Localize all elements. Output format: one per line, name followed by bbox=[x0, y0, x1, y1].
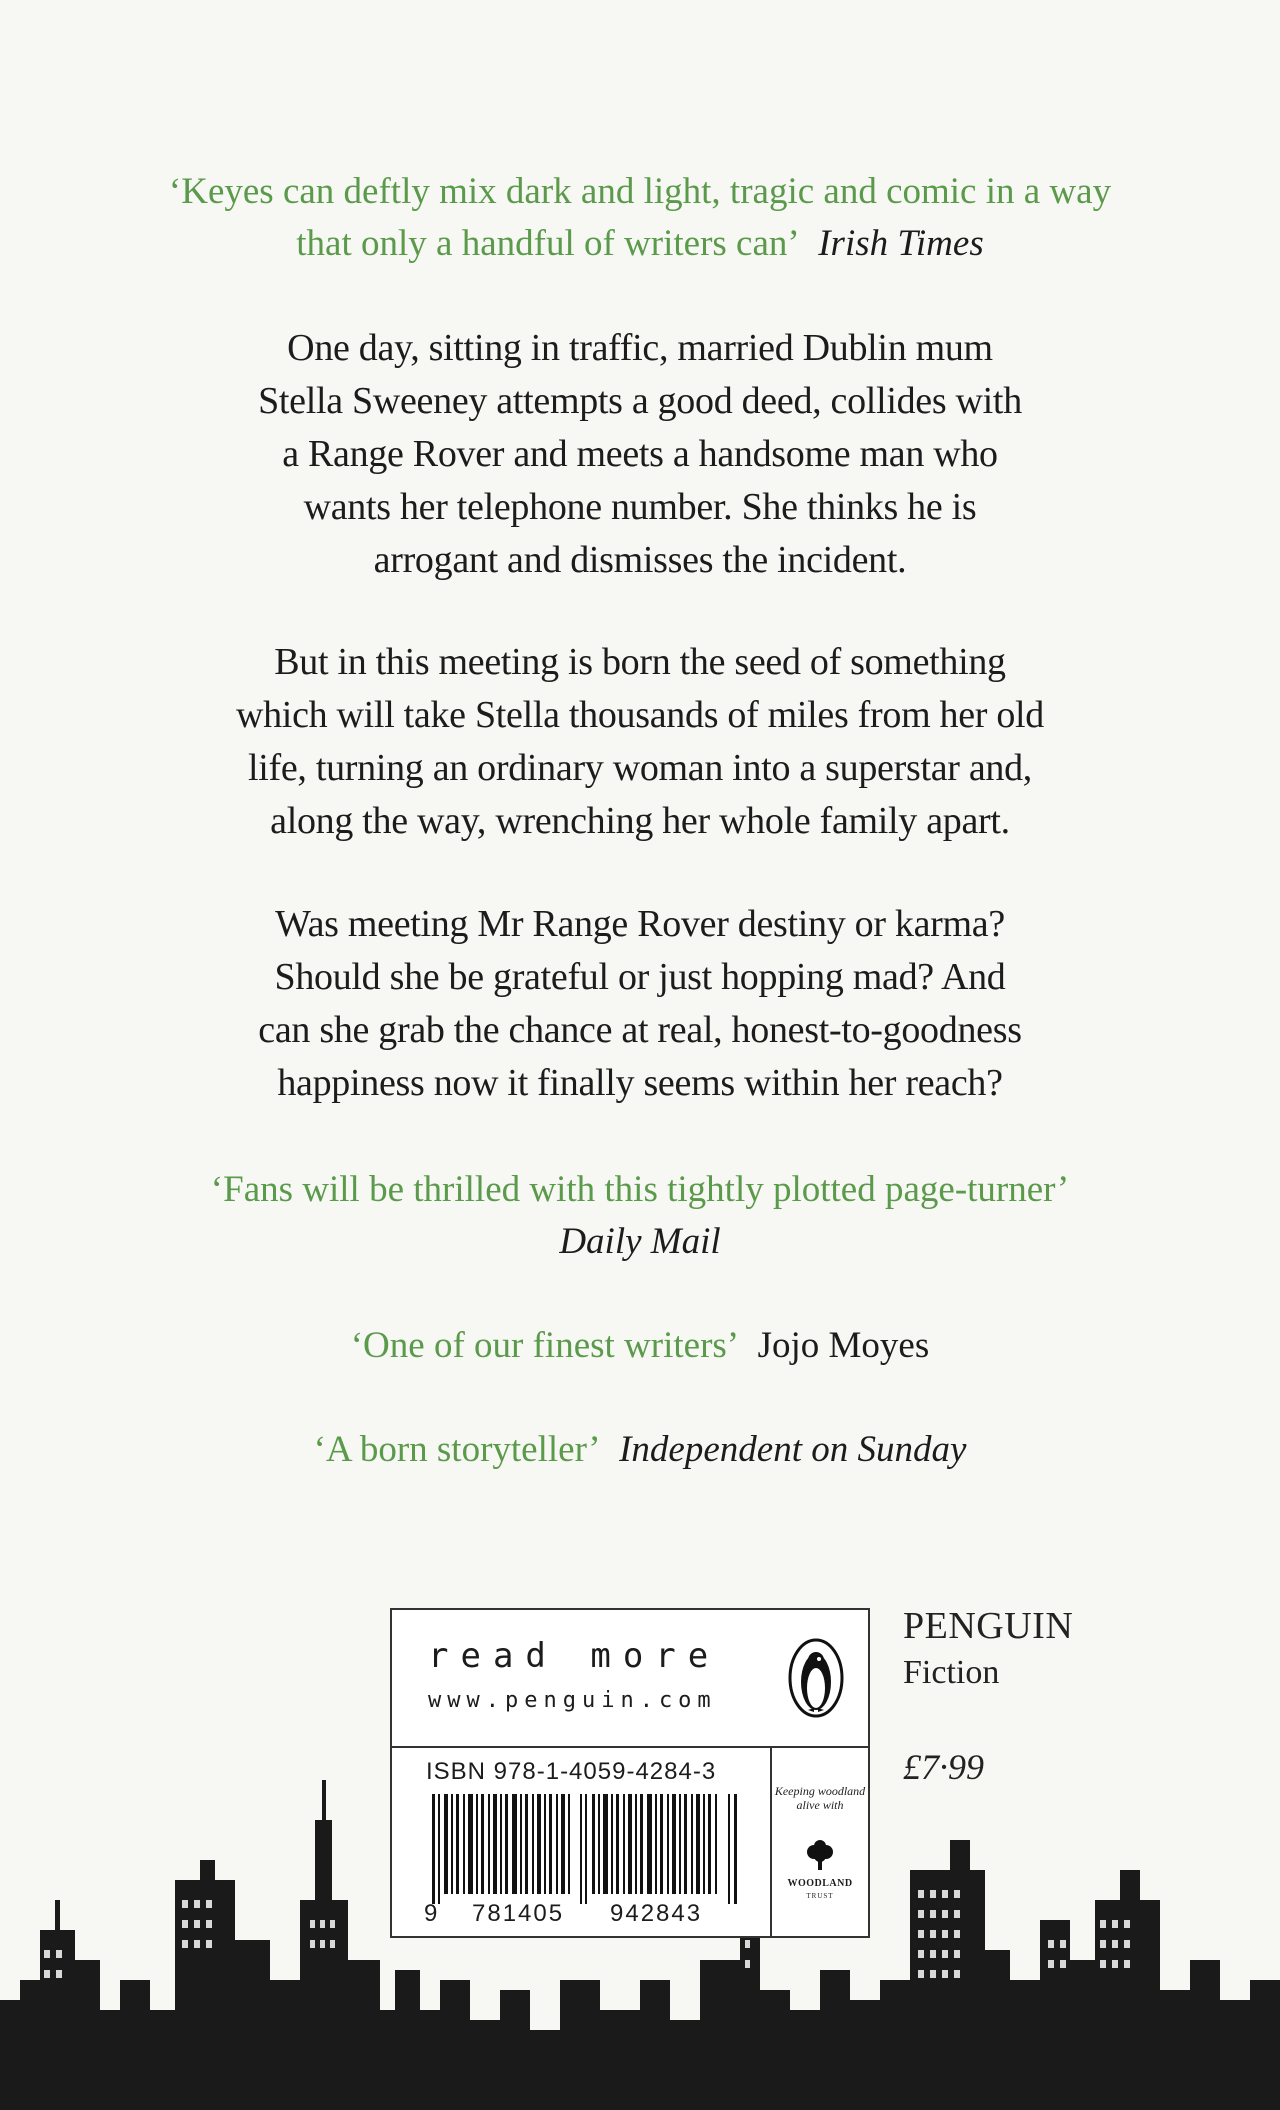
barcode-digits-left: 781405 bbox=[472, 1900, 565, 1927]
blurb-line: life, turning an ordinary woman into a superstar and, bbox=[248, 747, 1032, 789]
woodland-keeping-text: Keeping woodland alive with bbox=[774, 1784, 866, 1812]
blurb-line: One day, sitting in traffic, married Dublin mum bbox=[287, 327, 993, 369]
quote-text: ‘One of our finest writers’ bbox=[350, 1325, 740, 1366]
isbn-area bbox=[392, 1748, 772, 1936]
blurb-line: a Range Rover and meets a handsome man who bbox=[282, 433, 998, 475]
tree-icon bbox=[804, 1840, 836, 1872]
blurb-paragraph-1 bbox=[0, 322, 1280, 587]
book-price: £7·99 bbox=[903, 1747, 984, 1787]
blurb-line: Stella Sweeney attempts a good deed, collides with bbox=[258, 380, 1022, 422]
quote-jojo-moyes bbox=[0, 1320, 1280, 1372]
isbn-text: ISBN 978-1-4059-4284-3 bbox=[426, 1758, 717, 1785]
quote-text: ‘Fans will be thrilled with this tightly plotted page-turner’ bbox=[210, 1169, 1070, 1210]
blurb-paragraph-2 bbox=[0, 636, 1280, 848]
publisher-imprint: PENGUIN bbox=[903, 1605, 1074, 1647]
penguin-logo-icon bbox=[788, 1638, 844, 1718]
woodland-name: WOODLAND bbox=[787, 1878, 853, 1889]
read-more-row bbox=[392, 1610, 868, 1748]
blurb-line: Was meeting Mr Range Rover destiny or karma? bbox=[275, 903, 1005, 945]
quote-line: ‘Keyes can deftly mix dark and light, tragic and comic in a way bbox=[168, 171, 1112, 212]
quote-source: Independent on Sunday bbox=[619, 1429, 967, 1470]
read-more-text: read more bbox=[428, 1636, 721, 1676]
quote-text: ‘A born storyteller’ bbox=[313, 1429, 601, 1470]
quote-source: Jojo Moyes bbox=[757, 1325, 930, 1366]
blurb-line: happiness now it finally seems within her reach? bbox=[277, 1062, 1003, 1104]
woodland-trust-badge bbox=[772, 1748, 868, 1936]
website-text: www.penguin.com bbox=[428, 1688, 717, 1713]
blurb-line: arrogant and dismisses the incident. bbox=[373, 539, 907, 581]
quote-daily-mail bbox=[0, 1164, 1280, 1268]
book-category: Fiction bbox=[903, 1654, 1000, 1691]
blurb-line: which will take Stella thousands of miles from her old bbox=[235, 694, 1045, 736]
blurb-line: along the way, wrenching her whole family apart. bbox=[270, 800, 1010, 842]
quote-independent bbox=[0, 1424, 1280, 1476]
blurb-line: can she grab the chance at real, honest-to-goodness bbox=[258, 1009, 1022, 1051]
blurb-paragraph-3 bbox=[0, 898, 1280, 1110]
quote-line: that only a handful of writers can’ bbox=[296, 223, 800, 264]
barcode-icon bbox=[432, 1794, 742, 1904]
barcode-digit-first: 9 bbox=[424, 1900, 438, 1927]
woodland-trust-text: TRUST bbox=[806, 1892, 834, 1900]
quote-irish-times bbox=[0, 166, 1280, 270]
barcode-panel bbox=[390, 1608, 870, 1938]
blurb-line: Should she be grateful or just hopping mad? And bbox=[274, 956, 1006, 998]
blurb-line: But in this meeting is born the seed of something bbox=[274, 641, 1006, 683]
blurb-line: wants her telephone number. She thinks he is bbox=[303, 486, 977, 528]
quote-source: Irish Times bbox=[818, 223, 984, 264]
quote-source: Daily Mail bbox=[559, 1221, 721, 1262]
quote-line-with-source bbox=[0, 218, 1280, 270]
barcode-digits-right: 942843 bbox=[610, 1900, 703, 1927]
